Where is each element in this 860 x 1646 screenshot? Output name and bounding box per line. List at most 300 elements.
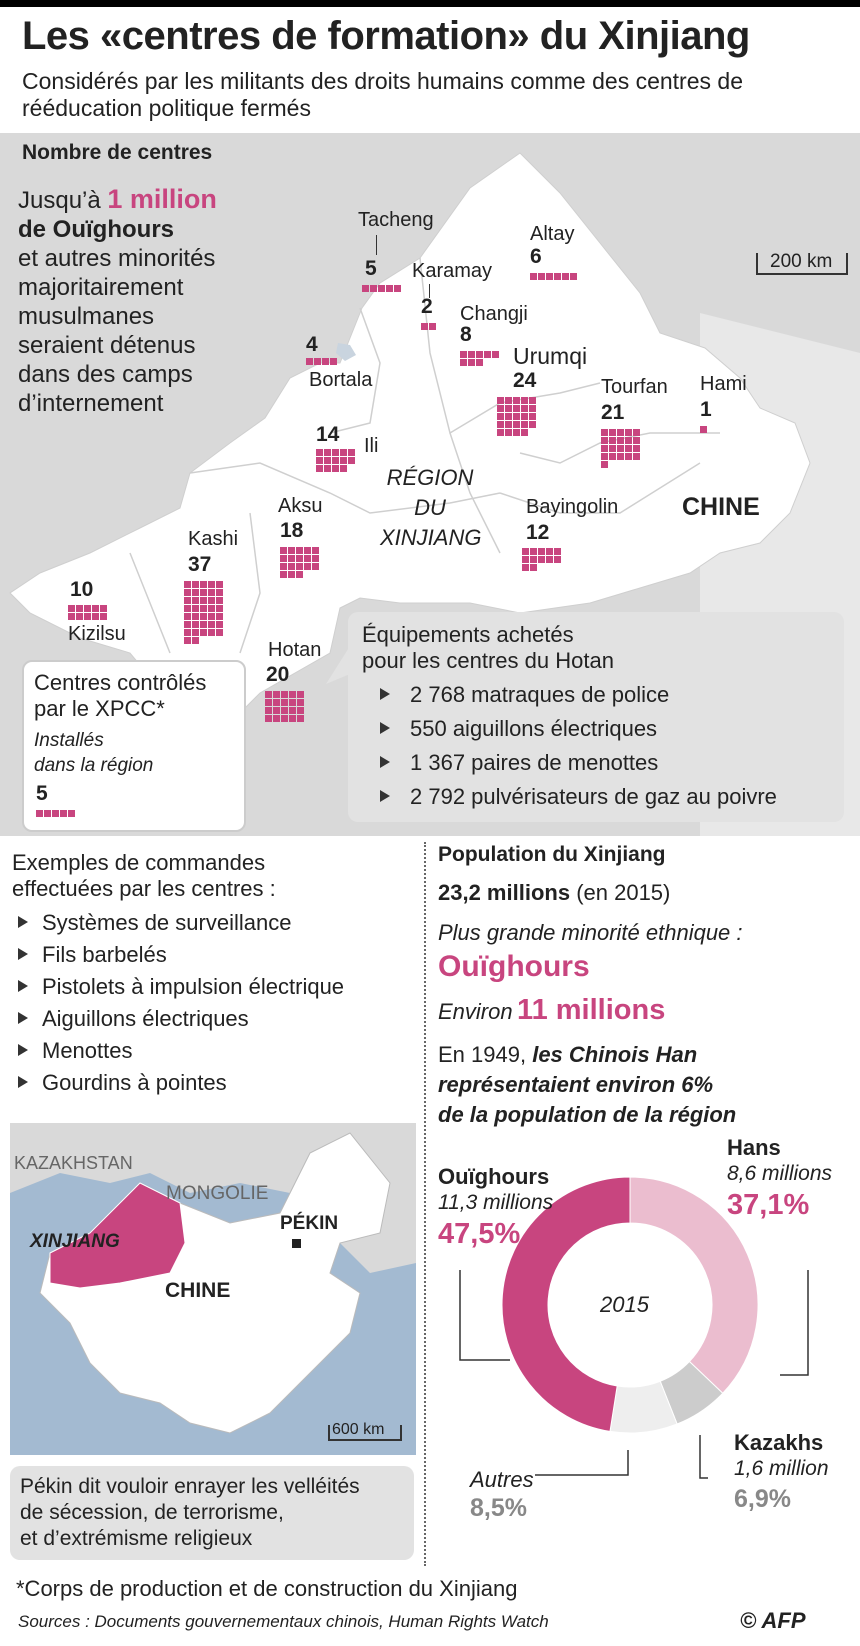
xpcc-box (22, 660, 246, 832)
center-grid (530, 273, 577, 280)
center-unit (530, 273, 537, 280)
intro-line: et autres minorités (18, 245, 216, 272)
center-unit (265, 699, 272, 706)
hotan-equipment-title (362, 622, 614, 674)
afp-credit-logo: © AFP (740, 1608, 806, 1633)
prefecture-name-hotan: Hotan (268, 639, 322, 661)
inset-label-beijing: PÉKIN (280, 1213, 339, 1234)
center-unit (521, 405, 528, 412)
center-unit (362, 285, 369, 292)
center-unit (273, 699, 280, 706)
center-unit (484, 351, 491, 358)
prefecture-count-kizilsu: 10 (70, 578, 94, 601)
prefecture-count-altay: 6 (530, 245, 542, 268)
center-unit (60, 810, 67, 817)
slice-name: Autres (470, 1467, 534, 1492)
center-unit (200, 597, 207, 604)
center-unit (601, 429, 608, 436)
center-grid (700, 426, 707, 433)
page-title: Les «centres de formation» du Xinjiang (22, 14, 750, 58)
center-grid (184, 581, 223, 644)
intro-line: majoritairement (18, 274, 184, 301)
center-unit (530, 548, 537, 555)
center-unit (497, 397, 504, 404)
center-unit (468, 359, 475, 366)
center-unit (378, 285, 385, 292)
center-unit (192, 597, 199, 604)
inset-scale-label: 600 km (332, 1421, 385, 1438)
center-unit (521, 397, 528, 404)
center-unit (513, 397, 520, 404)
center-unit (192, 629, 199, 636)
list-item-text: 2 768 matraques de police (410, 682, 670, 707)
column-divider (424, 842, 426, 1566)
center-grid (36, 810, 75, 817)
center-grid (68, 605, 107, 620)
center-unit (601, 445, 608, 452)
center-unit (570, 273, 577, 280)
center-unit (324, 457, 331, 464)
center-unit (497, 429, 504, 436)
prefecture-name-aksu: Aksu (278, 495, 323, 517)
center-unit (625, 437, 632, 444)
region-label (380, 463, 480, 553)
center-unit (200, 621, 207, 628)
center-unit (52, 810, 59, 817)
region-label-line: XINJIANG (380, 525, 482, 550)
center-unit (700, 426, 707, 433)
list-item (380, 716, 777, 742)
center-unit (304, 547, 311, 554)
center-unit (84, 605, 91, 612)
slice-amount: 8,6 millions (727, 1162, 833, 1185)
hotan-equipment-box (348, 612, 844, 822)
center-unit (288, 563, 295, 570)
center-grid (522, 548, 561, 571)
center-unit (492, 351, 499, 358)
list-item (18, 1070, 344, 1096)
triangle-bullet-icon (380, 688, 390, 700)
page-subtitle: Considérés par les militants des droits humains comme des centres de rééducation politique fermés (22, 68, 743, 121)
center-unit (192, 621, 199, 628)
center-unit (521, 429, 528, 436)
center-unit (529, 405, 536, 412)
center-unit (289, 699, 296, 706)
center-unit (316, 449, 323, 456)
center-unit (332, 457, 339, 464)
center-unit (625, 445, 632, 452)
xpcc-title-line: par le XPCC* (34, 696, 165, 721)
history-line: En 1949, (438, 1042, 527, 1067)
center-unit (192, 589, 199, 596)
slice-amount: 1,6 million (734, 1457, 829, 1480)
inset-label-china: CHINE (165, 1279, 231, 1302)
triangle-bullet-icon (18, 948, 28, 960)
center-unit (316, 457, 323, 464)
china-inset-map (10, 1123, 416, 1455)
center-unit (314, 358, 321, 365)
triangle-bullet-icon (18, 1076, 28, 1088)
history-line: les Chinois Han (532, 1042, 698, 1067)
center-unit (76, 605, 83, 612)
center-grid (460, 351, 499, 366)
list-item-text: Fils barbelés (42, 942, 167, 967)
center-unit (324, 465, 331, 472)
center-unit (184, 597, 191, 604)
triangle-bullet-icon (18, 980, 28, 992)
orders-list (18, 910, 344, 1102)
hotan-title-line: Équipements achetés (362, 622, 574, 647)
center-unit (316, 465, 323, 472)
prefecture-count-ili: 14 (316, 423, 340, 446)
leader-line (376, 235, 377, 255)
prefecture-name-tacheng: Tacheng (358, 209, 434, 231)
center-unit (609, 429, 616, 436)
center-unit (348, 457, 355, 464)
center-unit (192, 637, 199, 644)
top-rule (0, 0, 860, 7)
orders-title (12, 850, 276, 902)
center-unit (497, 413, 504, 420)
center-unit (68, 613, 75, 620)
center-unit (505, 413, 512, 420)
center-unit (421, 323, 428, 330)
list-item (18, 974, 344, 1000)
center-unit (306, 358, 313, 365)
center-unit (92, 605, 99, 612)
center-unit (633, 445, 640, 452)
center-unit (601, 437, 608, 444)
center-unit (554, 556, 561, 563)
center-unit (530, 556, 537, 563)
center-unit (468, 351, 475, 358)
center-unit (322, 358, 329, 365)
center-unit (296, 563, 303, 570)
center-unit (429, 323, 436, 330)
center-unit (521, 421, 528, 428)
intro-line: dans des camps (18, 361, 193, 388)
intro-bold-line: de Ouïghours (18, 216, 174, 243)
slice-name: Hans (727, 1135, 781, 1160)
minority-approx: Environ (438, 999, 513, 1024)
center-unit (505, 405, 512, 412)
triangle-bullet-icon (380, 790, 390, 802)
center-grid (306, 358, 337, 365)
center-unit (617, 437, 624, 444)
center-unit (280, 547, 287, 554)
detention-intro (18, 185, 217, 418)
center-unit (460, 351, 467, 358)
slice-label-kazakhs (734, 1430, 829, 1516)
population-total (438, 880, 670, 906)
center-unit (609, 453, 616, 460)
hotan-title-line: pour les centres du Hotan (362, 648, 614, 673)
list-item (18, 1038, 344, 1064)
list-item-text: 2 792 pulvérisateurs de gaz au poivre (410, 784, 777, 809)
center-unit (184, 637, 191, 644)
center-unit (36, 810, 43, 817)
center-unit (521, 413, 528, 420)
center-unit (554, 548, 561, 555)
center-unit (281, 691, 288, 698)
center-unit (546, 273, 553, 280)
prefecture-count-bortala: 4 (306, 333, 318, 356)
center-unit (289, 715, 296, 722)
orders-title-line: Exemples de commandes (12, 850, 266, 875)
center-unit (281, 699, 288, 706)
center-unit (617, 445, 624, 452)
center-grid (601, 429, 640, 468)
center-unit (297, 691, 304, 698)
center-unit (280, 563, 287, 570)
center-unit (200, 605, 207, 612)
inset-label-mongolia: MONGOLIE (166, 1183, 269, 1204)
center-unit (208, 605, 215, 612)
center-unit (476, 359, 483, 366)
center-unit (100, 613, 107, 620)
list-item-text: Gourdins à pointes (42, 1070, 227, 1095)
center-unit (625, 453, 632, 460)
triangle-bullet-icon (18, 1012, 28, 1024)
center-unit (296, 547, 303, 554)
prefecture-count-urumqi: 24 (513, 369, 537, 392)
center-unit (304, 563, 311, 570)
center-unit (208, 589, 215, 596)
center-unit (296, 555, 303, 562)
slice-label-ouighours (438, 1164, 553, 1252)
intro-prefix: Jusqu’à (18, 187, 101, 214)
triangle-bullet-icon (18, 1044, 28, 1056)
slice-percent: 47,5% (438, 1218, 521, 1250)
xpcc-note-line: Installés (34, 730, 104, 751)
donut-center-label: 2015 (600, 1292, 649, 1317)
center-unit (497, 421, 504, 428)
intro-line: seraient détenus (18, 332, 196, 359)
center-unit (100, 605, 107, 612)
center-unit (216, 605, 223, 612)
country-label-chine: CHINE (682, 493, 760, 521)
center-unit (386, 285, 393, 292)
center-unit (538, 548, 545, 555)
intro-line: d’internement (18, 390, 164, 417)
center-unit (332, 465, 339, 472)
center-unit (265, 715, 272, 722)
map-scale-label: 200 km (770, 251, 833, 272)
center-grid (497, 397, 536, 436)
sources: Sources : Documents gouvernementaux chinois, Human Rights Watch (18, 1612, 549, 1631)
list-item-text: Aiguillons électriques (42, 1006, 249, 1031)
minority-count (438, 994, 665, 1027)
center-unit (505, 429, 512, 436)
center-unit (348, 449, 355, 456)
center-unit (288, 547, 295, 554)
center-grid (316, 449, 355, 472)
center-unit (208, 581, 215, 588)
center-unit (184, 589, 191, 596)
center-unit (200, 589, 207, 596)
prefecture-name-kizilsu: Kizilsu (68, 623, 126, 645)
history-note (438, 1040, 736, 1130)
center-unit (394, 285, 401, 292)
prefecture-count-aksu: 18 (280, 519, 304, 542)
xpcc-note (34, 728, 153, 778)
prefecture-name-ili: Ili (364, 435, 379, 457)
list-item (380, 682, 777, 708)
center-unit (296, 571, 303, 578)
center-unit (280, 571, 287, 578)
center-unit (562, 273, 569, 280)
center-unit (546, 548, 553, 555)
list-item-text: Systèmes de surveillance (42, 910, 292, 935)
center-unit (513, 429, 520, 436)
minority-label: Plus grande minorité ethnique : (438, 920, 743, 945)
center-unit (289, 707, 296, 714)
population-total-value: 23,2 millions (438, 880, 571, 905)
center-unit (370, 285, 377, 292)
center-unit (617, 429, 624, 436)
prefecture-name-urumqi: Urumqi (513, 343, 588, 369)
xpcc-count: 5 (36, 782, 48, 805)
center-unit (633, 429, 640, 436)
center-grid (280, 547, 319, 578)
center-unit (208, 613, 215, 620)
center-unit (297, 715, 304, 722)
center-unit (184, 629, 191, 636)
center-unit (84, 613, 91, 620)
center-unit (330, 358, 337, 365)
triangle-bullet-icon (380, 722, 390, 734)
history-line: de la population de la région (438, 1102, 737, 1127)
center-unit (609, 437, 616, 444)
xpcc-note-line: dans la région (34, 755, 154, 776)
center-unit (216, 613, 223, 620)
prefecture-name-hami: Hami (700, 373, 747, 395)
center-unit (208, 629, 215, 636)
center-unit (288, 555, 295, 562)
center-unit (192, 581, 199, 588)
center-unit (288, 571, 295, 578)
center-unit (522, 548, 529, 555)
history-line: représentaient environ 6% (438, 1072, 714, 1097)
center-unit (273, 715, 280, 722)
center-unit (460, 359, 467, 366)
center-unit (76, 613, 83, 620)
minority-name: Ouïghours (438, 950, 590, 983)
center-unit (513, 405, 520, 412)
center-unit (200, 613, 207, 620)
center-unit (529, 397, 536, 404)
prefecture-count-changji: 8 (460, 323, 472, 346)
prefecture-name-changji: Changji (460, 303, 528, 325)
list-item-text: 1 367 paires de menottes (410, 750, 659, 775)
center-unit (609, 445, 616, 452)
minority-count-value: 11 millions (517, 994, 666, 1026)
intro-line: musulmanes (18, 303, 155, 330)
center-unit (192, 613, 199, 620)
center-unit (92, 613, 99, 620)
list-item (380, 784, 777, 810)
center-unit (625, 429, 632, 436)
center-unit (297, 707, 304, 714)
center-unit (529, 413, 536, 420)
center-unit (216, 629, 223, 636)
center-grid (421, 323, 436, 330)
center-unit (184, 613, 191, 620)
center-unit (281, 707, 288, 714)
center-unit (324, 449, 331, 456)
center-unit (340, 465, 347, 472)
center-unit (617, 453, 624, 460)
center-unit (273, 691, 280, 698)
center-unit (289, 691, 296, 698)
center-unit (530, 564, 537, 571)
center-unit (538, 556, 545, 563)
list-item (18, 1006, 344, 1032)
prefecture-name-kashi: Kashi (188, 528, 239, 550)
center-grid (362, 285, 401, 292)
slice-label-autres (470, 1466, 534, 1522)
intro-highlight: 1 million (107, 184, 217, 214)
center-unit (497, 405, 504, 412)
prefecture-name-bayingolin: Bayingolin (526, 496, 619, 518)
center-unit (633, 453, 640, 460)
center-unit (505, 397, 512, 404)
prefecture-name-tourfan: Tourfan (601, 376, 668, 398)
list-item-text: Pistolets à impulsion électrique (42, 974, 345, 999)
hotan-equipment-list (380, 682, 777, 818)
prefecture-name-karamay: Karamay (412, 260, 493, 282)
slice-percent: 6,9% (734, 1485, 791, 1513)
goals-line: Pékin dit vouloir enrayer les velléités (20, 1475, 360, 1498)
center-unit (297, 699, 304, 706)
center-unit (200, 629, 207, 636)
region-label-line: DU (414, 495, 446, 520)
center-grid (265, 691, 304, 722)
goals-line: de sécession, de terrorisme, (20, 1501, 284, 1524)
center-unit (312, 555, 319, 562)
center-unit (200, 581, 207, 588)
center-unit (312, 563, 319, 570)
center-unit (184, 605, 191, 612)
center-unit (522, 556, 529, 563)
center-unit (513, 413, 520, 420)
center-unit (265, 707, 272, 714)
center-unit (216, 581, 223, 588)
center-unit (265, 691, 272, 698)
center-unit (538, 273, 545, 280)
center-unit (44, 810, 51, 817)
center-unit (208, 621, 215, 628)
center-unit (529, 421, 536, 428)
slice-name: Kazakhs (734, 1430, 824, 1455)
population-total-note: (en 2015) (576, 880, 671, 905)
center-unit (192, 605, 199, 612)
center-unit (273, 707, 280, 714)
center-unit (546, 556, 553, 563)
center-unit (68, 810, 75, 817)
list-item (380, 750, 777, 776)
population-title: Population du Xinjiang (438, 843, 666, 866)
slice-label-hans (727, 1135, 832, 1223)
center-unit (184, 581, 191, 588)
prefecture-count-hotan: 20 (266, 663, 290, 686)
xpcc-title-line: Centres contrôlés (34, 670, 207, 695)
slice-amount: 11,3 millions (438, 1191, 554, 1214)
orders-title-line: effectuées par les centres : (12, 876, 276, 901)
prefecture-count-bayingolin: 12 (526, 521, 550, 544)
region-label-line: RÉGION (386, 465, 474, 490)
prefecture-count-karamay: 2 (421, 295, 433, 318)
